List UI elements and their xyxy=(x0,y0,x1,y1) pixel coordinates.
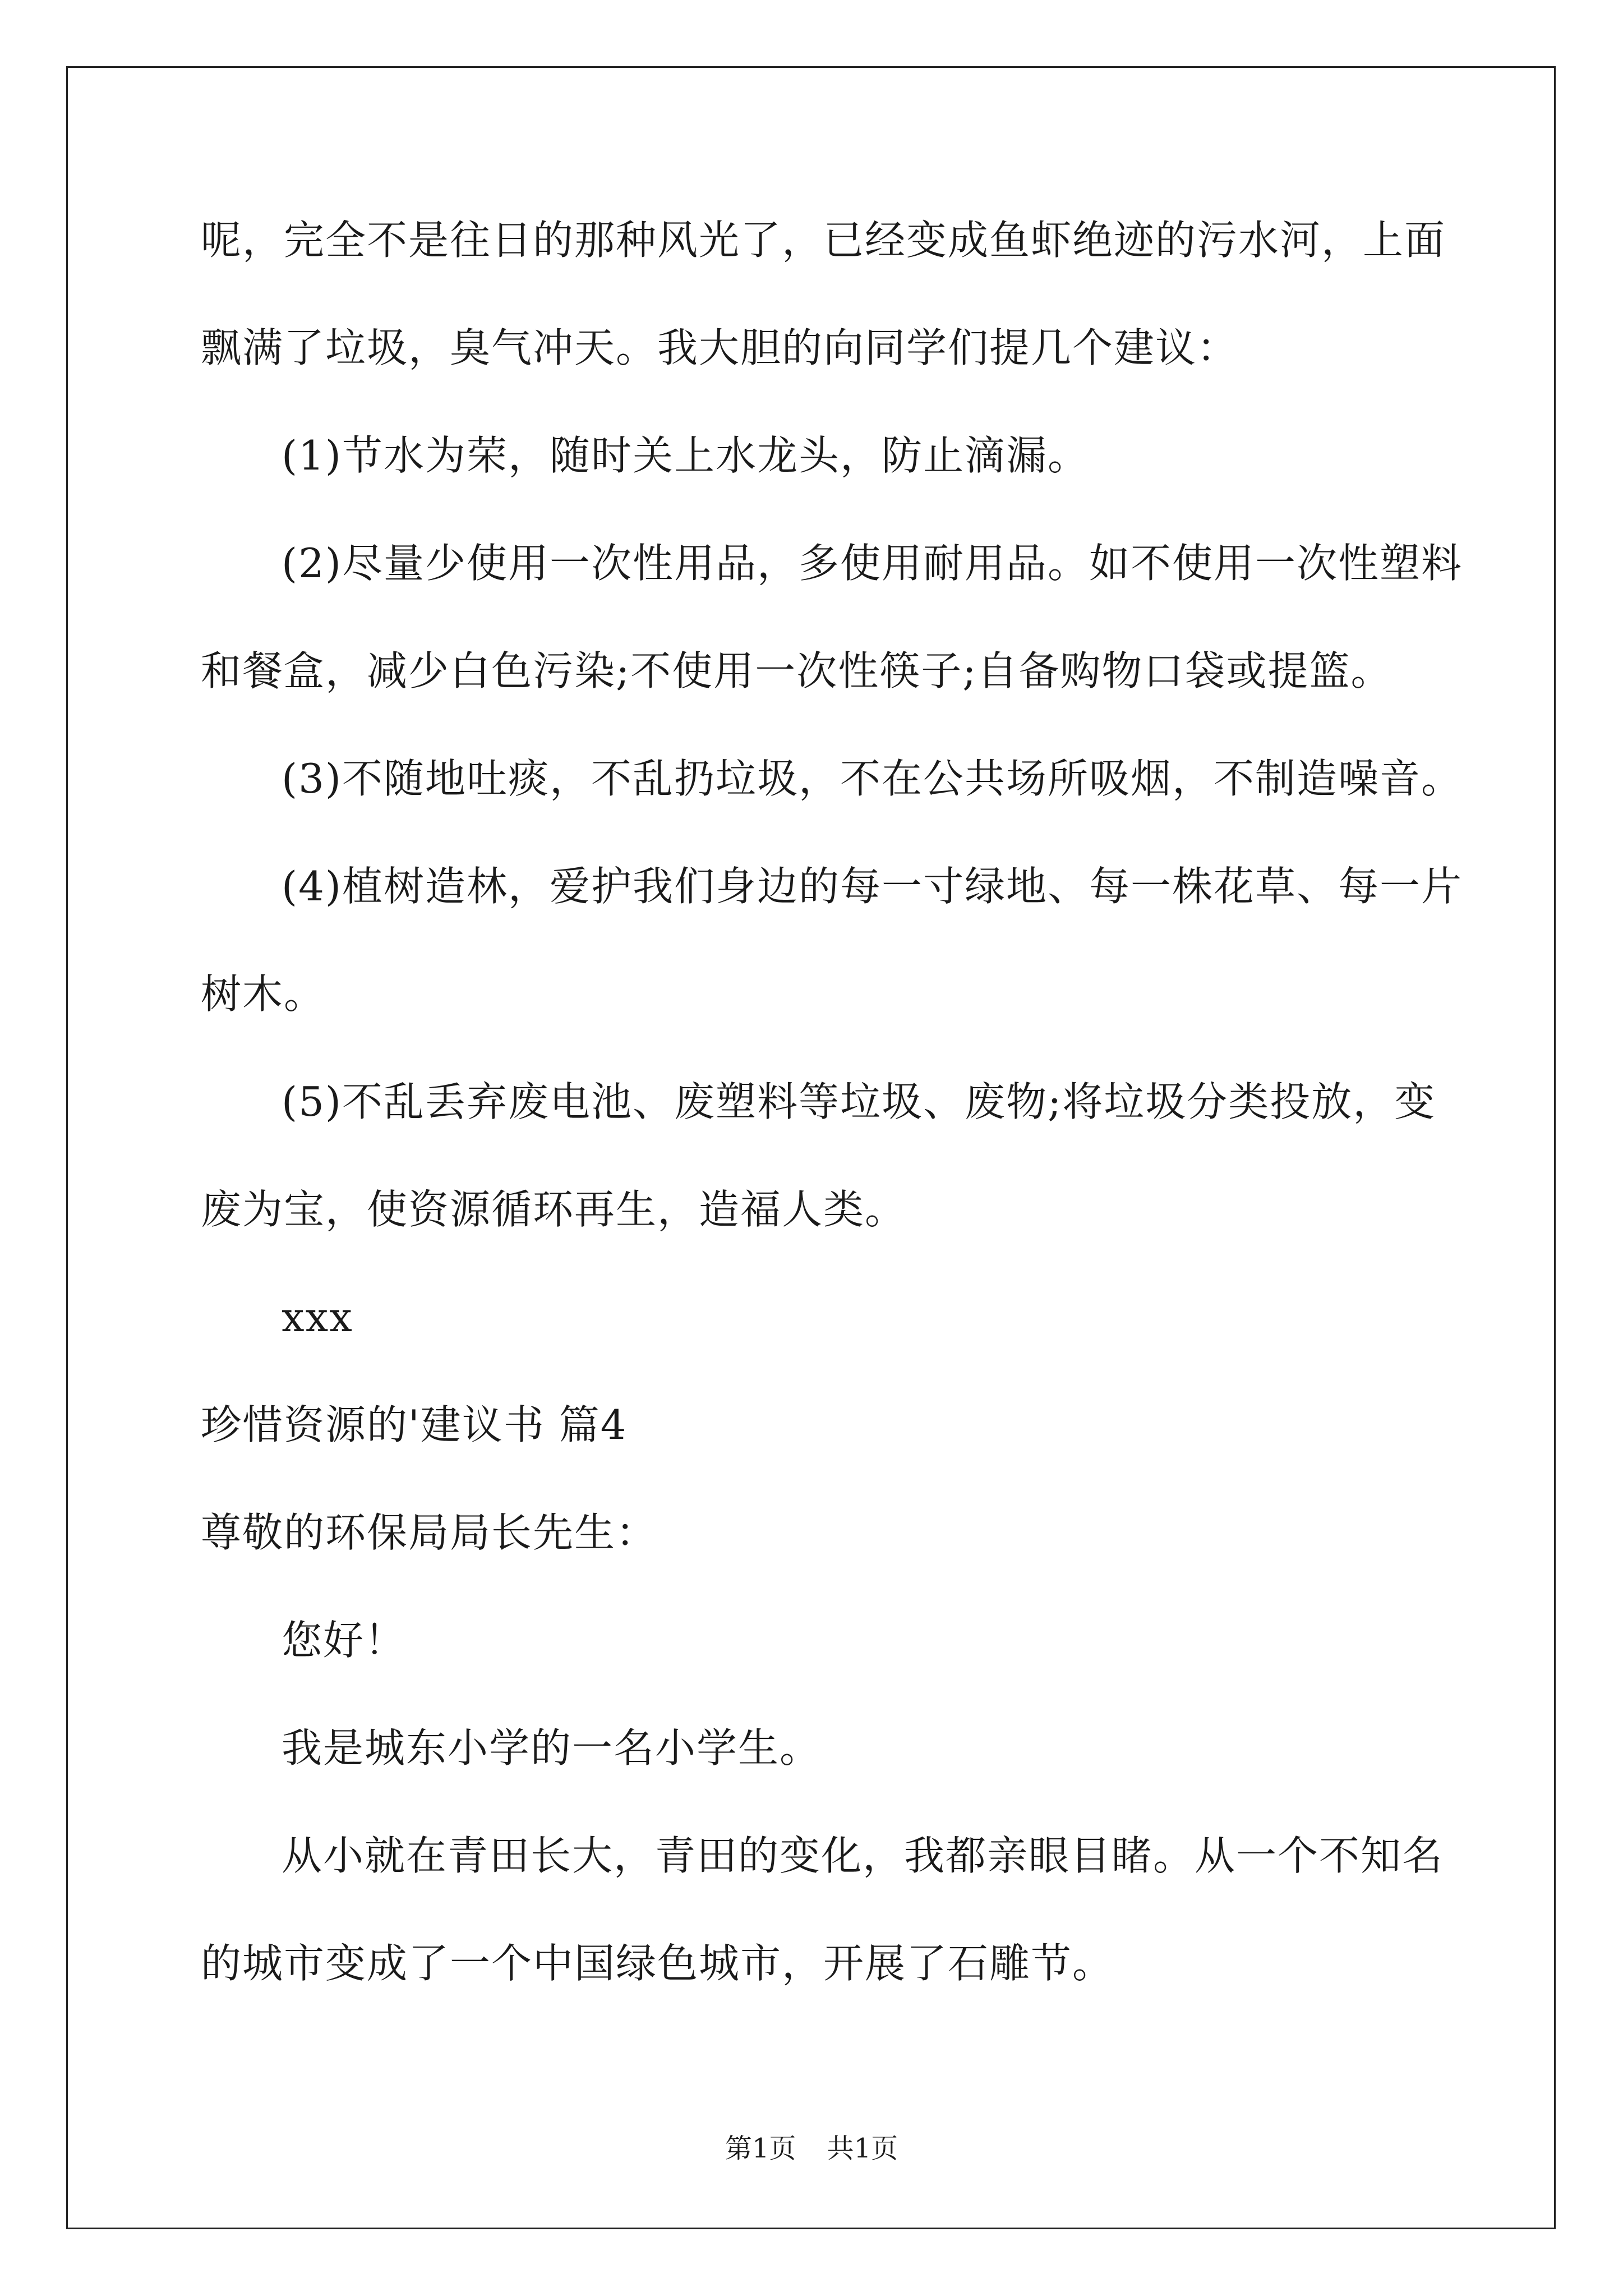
document-body xyxy=(201,213,1463,1990)
suggestion-item: (3)不随地吐痰，不乱扔垃圾，不在公共场所吸烟，不制造噪音。 xyxy=(282,755,1463,802)
paragraph-line: 飘满了垃圾，臭气冲天。我大胆的向同学们提几个建议： xyxy=(201,324,1239,371)
suggestion-item: (4)植树造林，爱护我们身边的每一寸绿地、每一株花草、每一片 xyxy=(282,863,1463,910)
salutation: 尊敬的环保局局长先生： xyxy=(201,1509,658,1556)
suggestion-item: (1)节水为荣，随时关上水龙头，防止滴漏。 xyxy=(282,432,1089,479)
paragraph-line: 呢，完全不是往日的那种风光了，已经变成鱼虾绝迹的污水河，上面 xyxy=(201,217,1446,264)
paragraph-line: 的城市变成了一个中国绿色城市，开展了石雕节。 xyxy=(201,1940,1114,1987)
suggestion-item: (2)尽量少使用一次性用品，多使用耐用品。如不使用一次性塑料 xyxy=(282,540,1463,587)
paragraph-line: 废为宝，使资源循环再生，造福人类。 xyxy=(201,1186,907,1233)
suggestion-item: (5)不乱丢弃废电池、废塑料等垃圾、废物;将垃圾分类投放，变 xyxy=(282,1078,1436,1125)
page-number: 第1页 xyxy=(725,2133,796,2164)
paragraph-line: 从小就在青田长大，青田的变化，我都亲眼目睹。从一个不知名 xyxy=(282,1832,1444,1879)
page-footer xyxy=(0,2132,1623,2165)
section-title: 珍惜资源的'建议书 篇4 xyxy=(201,1401,628,1448)
signature: xxx xyxy=(282,1294,353,1341)
paragraph-line: 和餐盒，减少白色污染;不使用一次性筷子;自备购物口袋或提篮。 xyxy=(201,647,1393,694)
greeting: 您好！ xyxy=(282,1617,407,1664)
page-total: 共1页 xyxy=(827,2133,898,2164)
paragraph-line: 我是城东小学的一名小学生。 xyxy=(282,1724,822,1772)
paragraph-line: 树木。 xyxy=(201,970,326,1018)
